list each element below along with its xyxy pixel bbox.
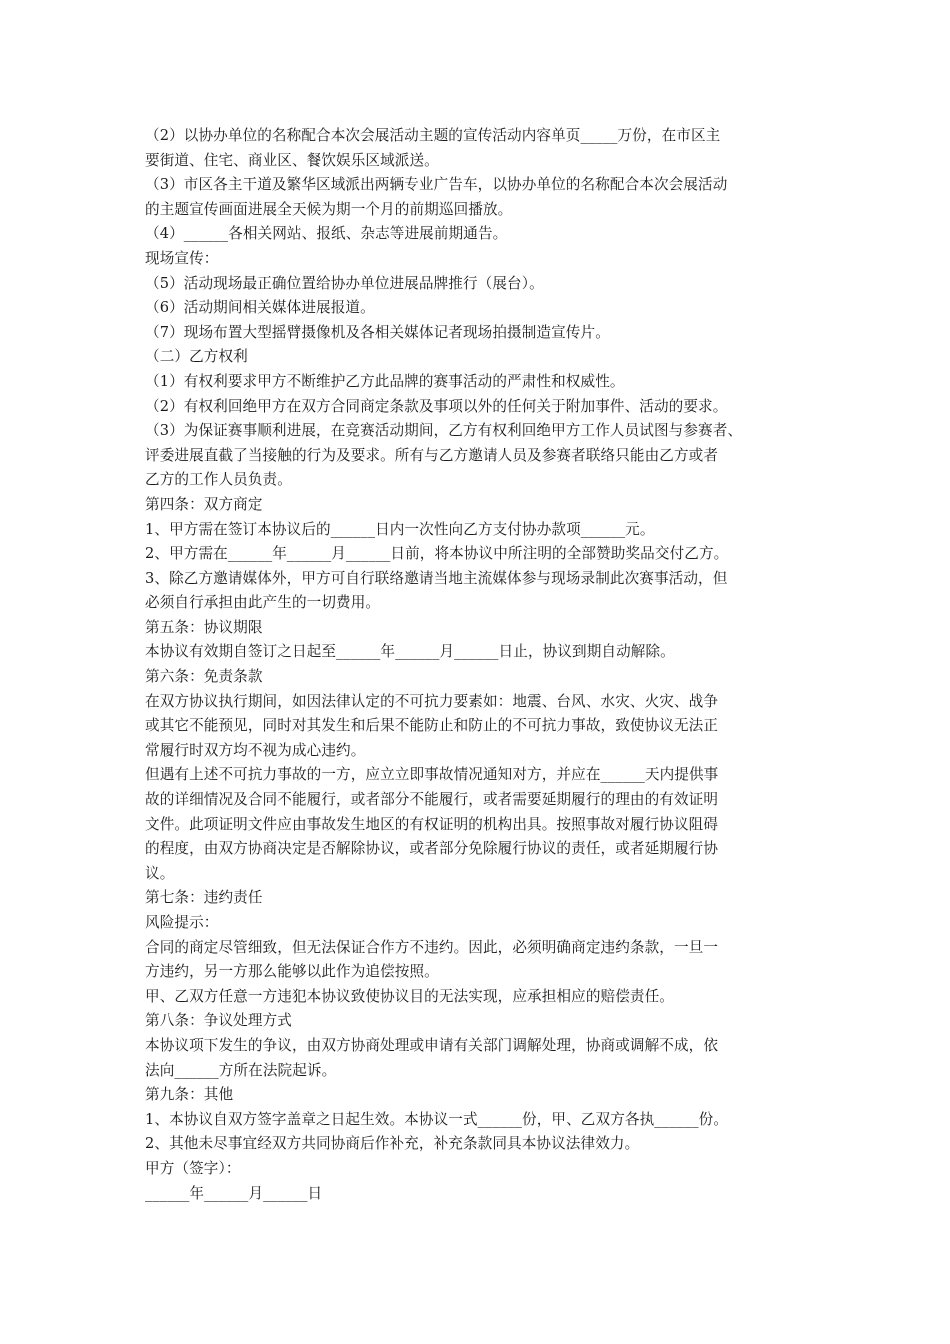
document-line: （7）现场布置大型摇臂摄像机及各相关媒体记者现场拍摄制造宣传片。	[145, 323, 610, 341]
document-line: （3）为保证赛事顺利进展，在竞赛活动期间，乙方有权利回绝甲方工作人员试图与参赛者、	[145, 422, 743, 440]
document-line: 第五条：协议期限	[145, 618, 263, 636]
document-line: 评委进展直截了当接触的行为及要求。所有与乙方邀请人员及参赛者联络只能由乙方或者	[145, 446, 719, 464]
document-line: 必须自行承担由此产生的一切费用。	[145, 594, 381, 612]
document-line: 但遇有上述不可抗力事故的一方，应立立即事故情况通知对方，并应在______天内提供事	[145, 766, 719, 784]
document-line: 风险提示：	[145, 914, 219, 931]
document-line: 本协议项下发生的争议，由双方协商处理或申请有关部门调解处理，协商或调解不成，依	[145, 1036, 719, 1054]
document-line: 故的详细情况及合同不能履行，或者部分不能履行，或者需要延期履行的理由的有效证明	[145, 791, 719, 809]
document-line: 方违约，另一方那么能够以此作为追偿按照。	[145, 963, 439, 981]
document-line: 第六条：免责条款	[145, 668, 263, 686]
document-line: （1）有权利要求甲方不断维护乙方此品牌的赛事活动的严肃性和权威性。	[145, 372, 625, 390]
document-line: 第八条：争议处理方式	[145, 1012, 292, 1030]
document-line: （2）有权利回绝甲方在双方合同商定条款及事项以外的任何关于附加事件、活动的要求。	[145, 397, 728, 415]
document-line: 第四条：双方商定	[145, 495, 263, 513]
document-line: 本协议有效期自签订之日起至______年______月______日止，协议到期自动解除。	[145, 643, 675, 661]
document-line: 法向______方所在法院起诉。	[145, 1061, 337, 1079]
document-line: 在双方协议执行期间，如因法律认定的不可抗力要素如：地震、台风、水灾、火灾、战争	[145, 692, 719, 710]
document-line: 议。	[145, 864, 175, 882]
document-line: （3）市区各主干道及繁华区域派出两辆专业广告车，以协办单位的名称配合本次会展活动	[145, 176, 728, 194]
document-line: 2、其他未尽事宜经双方共同协商后作补充，补充条款同具本协议法律效力。	[145, 1135, 640, 1153]
document-line: 或其它不能预见，同时对其发生和后果不能防止和防止的不可抗力事故，致使协议无法正	[145, 717, 719, 735]
document-page	[145, 124, 810, 1206]
document-line: （二）乙方权利	[145, 348, 248, 366]
document-line: 合同的商定尽管细致，但无法保证合作方不违约。因此，必须明确商定违约条款，一旦一	[145, 938, 719, 956]
document-line: 1、本协议自双方签字盖章之日起生效。本协议一式______份，甲、乙双方各执______份。	[145, 1110, 729, 1128]
document-line: （2）以协办单位的名称配合本次会展活动主题的宣传活动内容单页_____万份，在市区主	[145, 127, 721, 144]
document-line: 乙方的工作人员负责。	[145, 471, 292, 489]
document-line: 第九条：其他	[145, 1086, 234, 1104]
document-line: 的主题宣传画面进展全天候为期一个月的前期巡回播放。	[145, 200, 513, 218]
document-line: 第七条：违约责任	[145, 889, 263, 907]
document-line: 的程度，由双方协商决定是否解除协议，或者部分免除履行协议的责任，或者延期履行协	[145, 840, 719, 858]
document-line: 1、甲方需在签订本协议后的______日内一次性向乙方支付协办款项______元。	[145, 520, 655, 538]
document-line: 常履行时双方均不视为成心违约。	[145, 741, 366, 759]
document-line: 甲方（签字）：	[145, 1159, 241, 1177]
document-line: ______年______月______日	[145, 1184, 323, 1202]
document-line: 文件。此项证明文件应由事故发生地区的有权证明的机构出具。按照事故对履行协议阻碍	[145, 815, 719, 833]
document-line: 现场宣传：	[145, 249, 219, 267]
document-line: （5）活动现场最正确位置给协办单位进展品牌推行（展台）。	[145, 274, 544, 292]
document-line: 3、除乙方邀请媒体外，甲方可自行联络邀请当地主流媒体参与现场录制此次赛事活动，但	[145, 569, 728, 587]
document-line: （4）______各相关网站、报纸、杂志等进展前期通告。	[145, 225, 508, 243]
document-line: 2、甲方需在______年______月______日前，将本协议中所注明的全部赞助奖品交付乙方。	[145, 545, 729, 563]
document-line: 要街道、住宅、商业区、餐饮娱乐区域派送。	[145, 151, 439, 169]
document-line: 甲、乙双方任意一方违犯本协议致使协议目的无法实现，应承担相应的赔偿责任。	[145, 987, 674, 1005]
document-line: （6）活动期间相关媒体进展报道。	[145, 299, 375, 317]
